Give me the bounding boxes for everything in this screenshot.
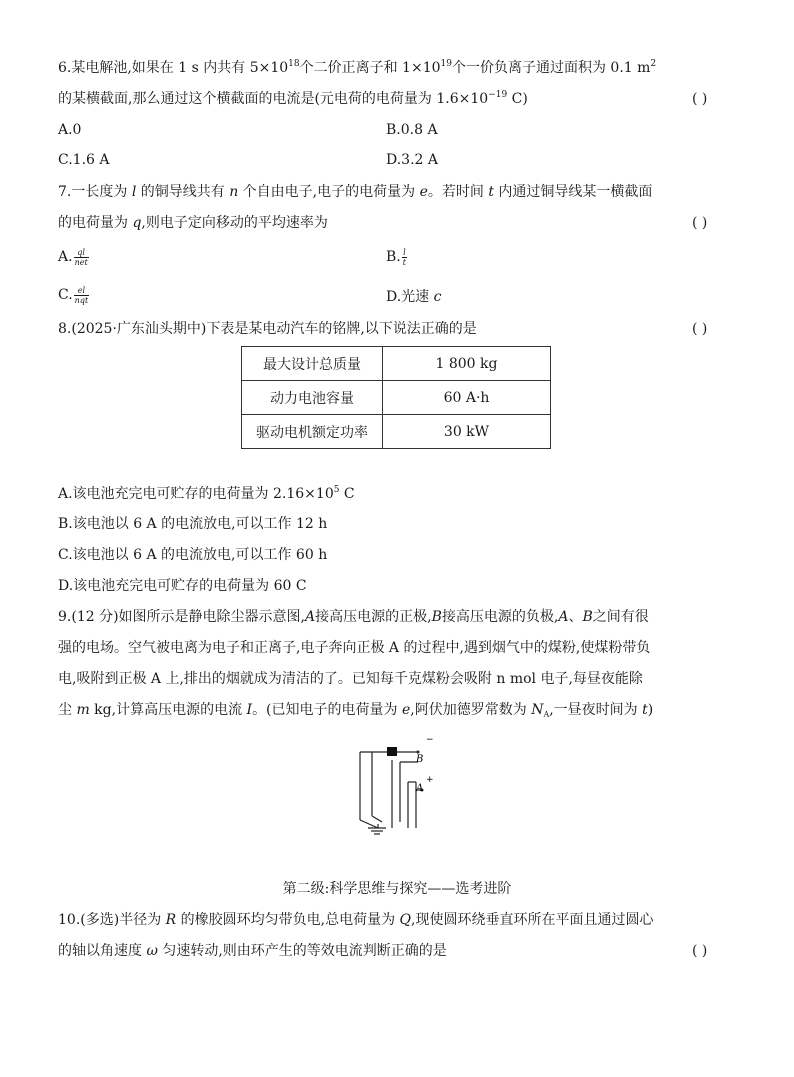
table-cell-key: 驱动电机额定功率 (242, 415, 383, 449)
label-plus: + (426, 775, 434, 785)
q6-option-c: C.1.6 A (58, 152, 110, 168)
q10-answer-blank: ( ) (692, 943, 708, 959)
table-row (242, 415, 551, 449)
section-title: 第二级:科学思维与探究——选考进阶 (282, 881, 512, 897)
q8-option-b: B.该电池以 6 A 的电流放电,可以工作 12 h (58, 516, 328, 532)
q6-option-d: D.3.2 A (386, 152, 439, 168)
q9-stem-line2: 强的电场。空气被电离为电子和正离子,电子奔向正极 A 的过程中,遇到烟气中的煤粉,使煤粉带负 (58, 640, 651, 656)
hopper-inner (372, 816, 382, 822)
label-minus: − (426, 735, 434, 745)
table-cell-key: 动力电池容量 (242, 381, 383, 415)
nameplate-table (241, 346, 551, 449)
insulator-block (387, 747, 397, 756)
q10-stem-line2: 的轴以角速度 ω 匀速转动,则由环产生的等效电流判断正确的是 (58, 943, 447, 959)
q7-option-b: B. $\frac{l}{t}$ (386, 247, 406, 267)
q7-answer-blank: ( ) (692, 215, 708, 231)
fraction: $\frac{el}{\text{nqt}}$ (74, 285, 89, 305)
q6-stem-line1: 6.某电解池,如果在 1 s 内共有 $5\times 10^{18}$个二价正离子和 $1\times 10^{19}$个一价负离子通过面积为 0.1 $m^2$ (58, 59, 657, 76)
q6-answer-blank: ( ) (692, 91, 708, 107)
q6-stem-line2: 的某横截面,那么通过这个横截面的电流是(元电荷的电荷量为 $1.6\times 10^{-19}$ C) (58, 90, 528, 107)
q6-option-a: A.0 (58, 122, 82, 138)
q7-stem-line2: 的电荷量为 q,则电子定向移动的平均速率为 (58, 215, 328, 231)
table-row (242, 347, 551, 381)
q8-option-a: A.该电池充完电可贮存的电荷量为 $2.16\times 10^5$ C (58, 485, 355, 502)
q7-option-d: D.光速 c (386, 289, 442, 305)
precipitator-diagram (352, 732, 442, 838)
q6-option-b: B.0.8 A (386, 122, 438, 138)
table-cell-value: 60 A·h (383, 381, 551, 415)
fraction: $\frac{l}{t}$ (402, 247, 406, 267)
q10-stem-line1: 10.(多选)半径为 R 的橡胶圆环均匀带负电,总电荷量为 Q,现使圆环绕垂直环所在平面且通过圆心 (58, 912, 654, 928)
q7-stem-line1: 7.一长度为 l 的铜导线共有 n 个自由电子,电子的电荷量为 e。若时间 t 内通过铜导线某一横截面 (58, 184, 653, 200)
q8-answer-blank: ( ) (692, 321, 708, 337)
q8-option-d: D.该电池充完电可贮存的电荷量为 60 C (58, 578, 307, 594)
fraction: $\frac{ql}{\text{net}}$ (74, 247, 88, 267)
q8-stem: 8.(2025·广东汕头期中)下表是某电动汽车的铭牌,以下说法正确的是 (58, 321, 477, 337)
q9-stem-line1: 9.(12 分)如图所示是静电除尘器示意图,A接高压电源的正极,B接高压电源的负极,A、B之间有很 (58, 609, 649, 625)
table-cell-value: 30 kW (383, 415, 551, 449)
q9-stem-line3: 电,吸附到正极 A 上,排出的烟就成为清洁的了。已知每千克煤粉会吸附 n mol 电子,每昼夜能除 (58, 671, 643, 687)
label-b: B (416, 754, 424, 765)
table-cell-value: 1 800 kg (383, 347, 551, 381)
q7-option-c: C. $\frac{el}{\text{nqt}}$ (58, 285, 89, 305)
hopper-left (360, 820, 378, 828)
q9-stem-line4: 尘 m kg,计算高压电源的电流 I。(已知电子的电荷量为 e,阿伏加德罗常数为 $N_A$,一昼夜时间为 t) (58, 702, 654, 719)
table-row (242, 381, 551, 415)
label-a: A (416, 783, 424, 794)
q8-option-c: C.该电池以 6 A 的电流放电,可以工作 60 h (58, 547, 328, 563)
table-cell-key: 最大设计总质量 (242, 347, 383, 381)
q7-option-a: A. $\frac{ql}{\text{net}}$ (58, 247, 88, 267)
